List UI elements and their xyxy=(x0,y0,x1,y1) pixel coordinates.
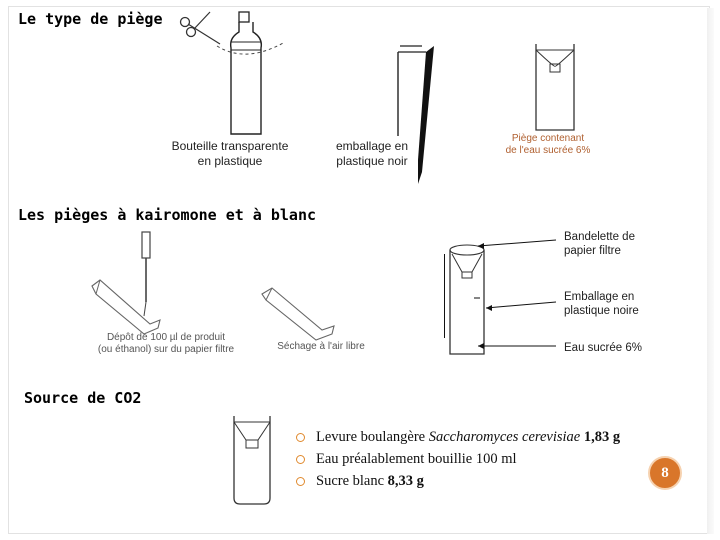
bottle-caption xyxy=(160,139,300,169)
bottle-caption-line1: Bouteille transparente xyxy=(171,139,289,153)
label-black-wrap xyxy=(564,290,639,318)
label-filter-line2: papier filtre xyxy=(564,245,621,257)
label-wrap-line1: Emballage en xyxy=(564,291,635,303)
page-number-badge: 8 xyxy=(648,456,682,490)
slide-edge-shadow xyxy=(707,8,714,534)
black-wrap-caption xyxy=(326,139,418,169)
bottle-caption-line2: en plastique xyxy=(197,154,263,168)
co2-item-text: Sucre blanc xyxy=(316,472,388,489)
list-item xyxy=(296,470,620,492)
bullet-icon xyxy=(296,455,305,464)
co2-item-text: Levure boulangère xyxy=(316,428,429,445)
co2-item-bold: 1,83 g xyxy=(580,428,621,445)
sugar-trap-caption-line1: Piège contenant xyxy=(511,133,585,144)
sugar-water-trap-drawing xyxy=(528,40,580,132)
label-sugar-water: Eau sucrée 6% xyxy=(564,342,642,354)
co2-item-text: Eau préalablement bouillie 100 ml xyxy=(316,450,517,467)
co2-item-italic: Saccharomyces cerevisiae xyxy=(428,428,581,445)
list-item xyxy=(296,426,620,448)
deposit-caption-line1: Dépôt de 100 µl de produit xyxy=(106,332,226,343)
drying-caption: Séchage à l'air libre xyxy=(277,341,365,352)
drying-paper-drawing xyxy=(256,278,356,342)
bullet-icon xyxy=(296,433,305,442)
co2-item-bold: 8,33 g xyxy=(387,472,424,489)
list-item xyxy=(296,448,620,470)
deposit-caption xyxy=(88,332,244,356)
co2-trap-drawing xyxy=(228,410,278,506)
co2-recipe-list xyxy=(296,426,620,492)
section-title-co2: Source de CO2 xyxy=(24,389,142,407)
sugar-trap-caption xyxy=(496,133,600,157)
label-wrap-line2: plastique noire xyxy=(564,305,639,317)
transparent-bottle-drawing xyxy=(215,8,287,140)
black-wrap-caption-line1: emballage en xyxy=(335,139,409,153)
label-filter-line1: Bandelette de xyxy=(564,231,635,243)
section-title-trap-type: Le type de piège xyxy=(18,10,163,28)
sugar-trap-caption-line2: de l'eau sucrée 6% xyxy=(505,145,591,156)
label-filter-paper xyxy=(564,230,635,258)
pipette-deposit-drawing xyxy=(82,230,182,342)
black-wrap-caption-line2: plastique noir xyxy=(336,154,408,168)
bullet-icon xyxy=(296,477,305,486)
deposit-caption-line2: (ou éthanol) sur du papier filtre xyxy=(97,344,235,355)
section-title-kairomone: Les pièges à kairomone et à blanc xyxy=(18,206,317,224)
